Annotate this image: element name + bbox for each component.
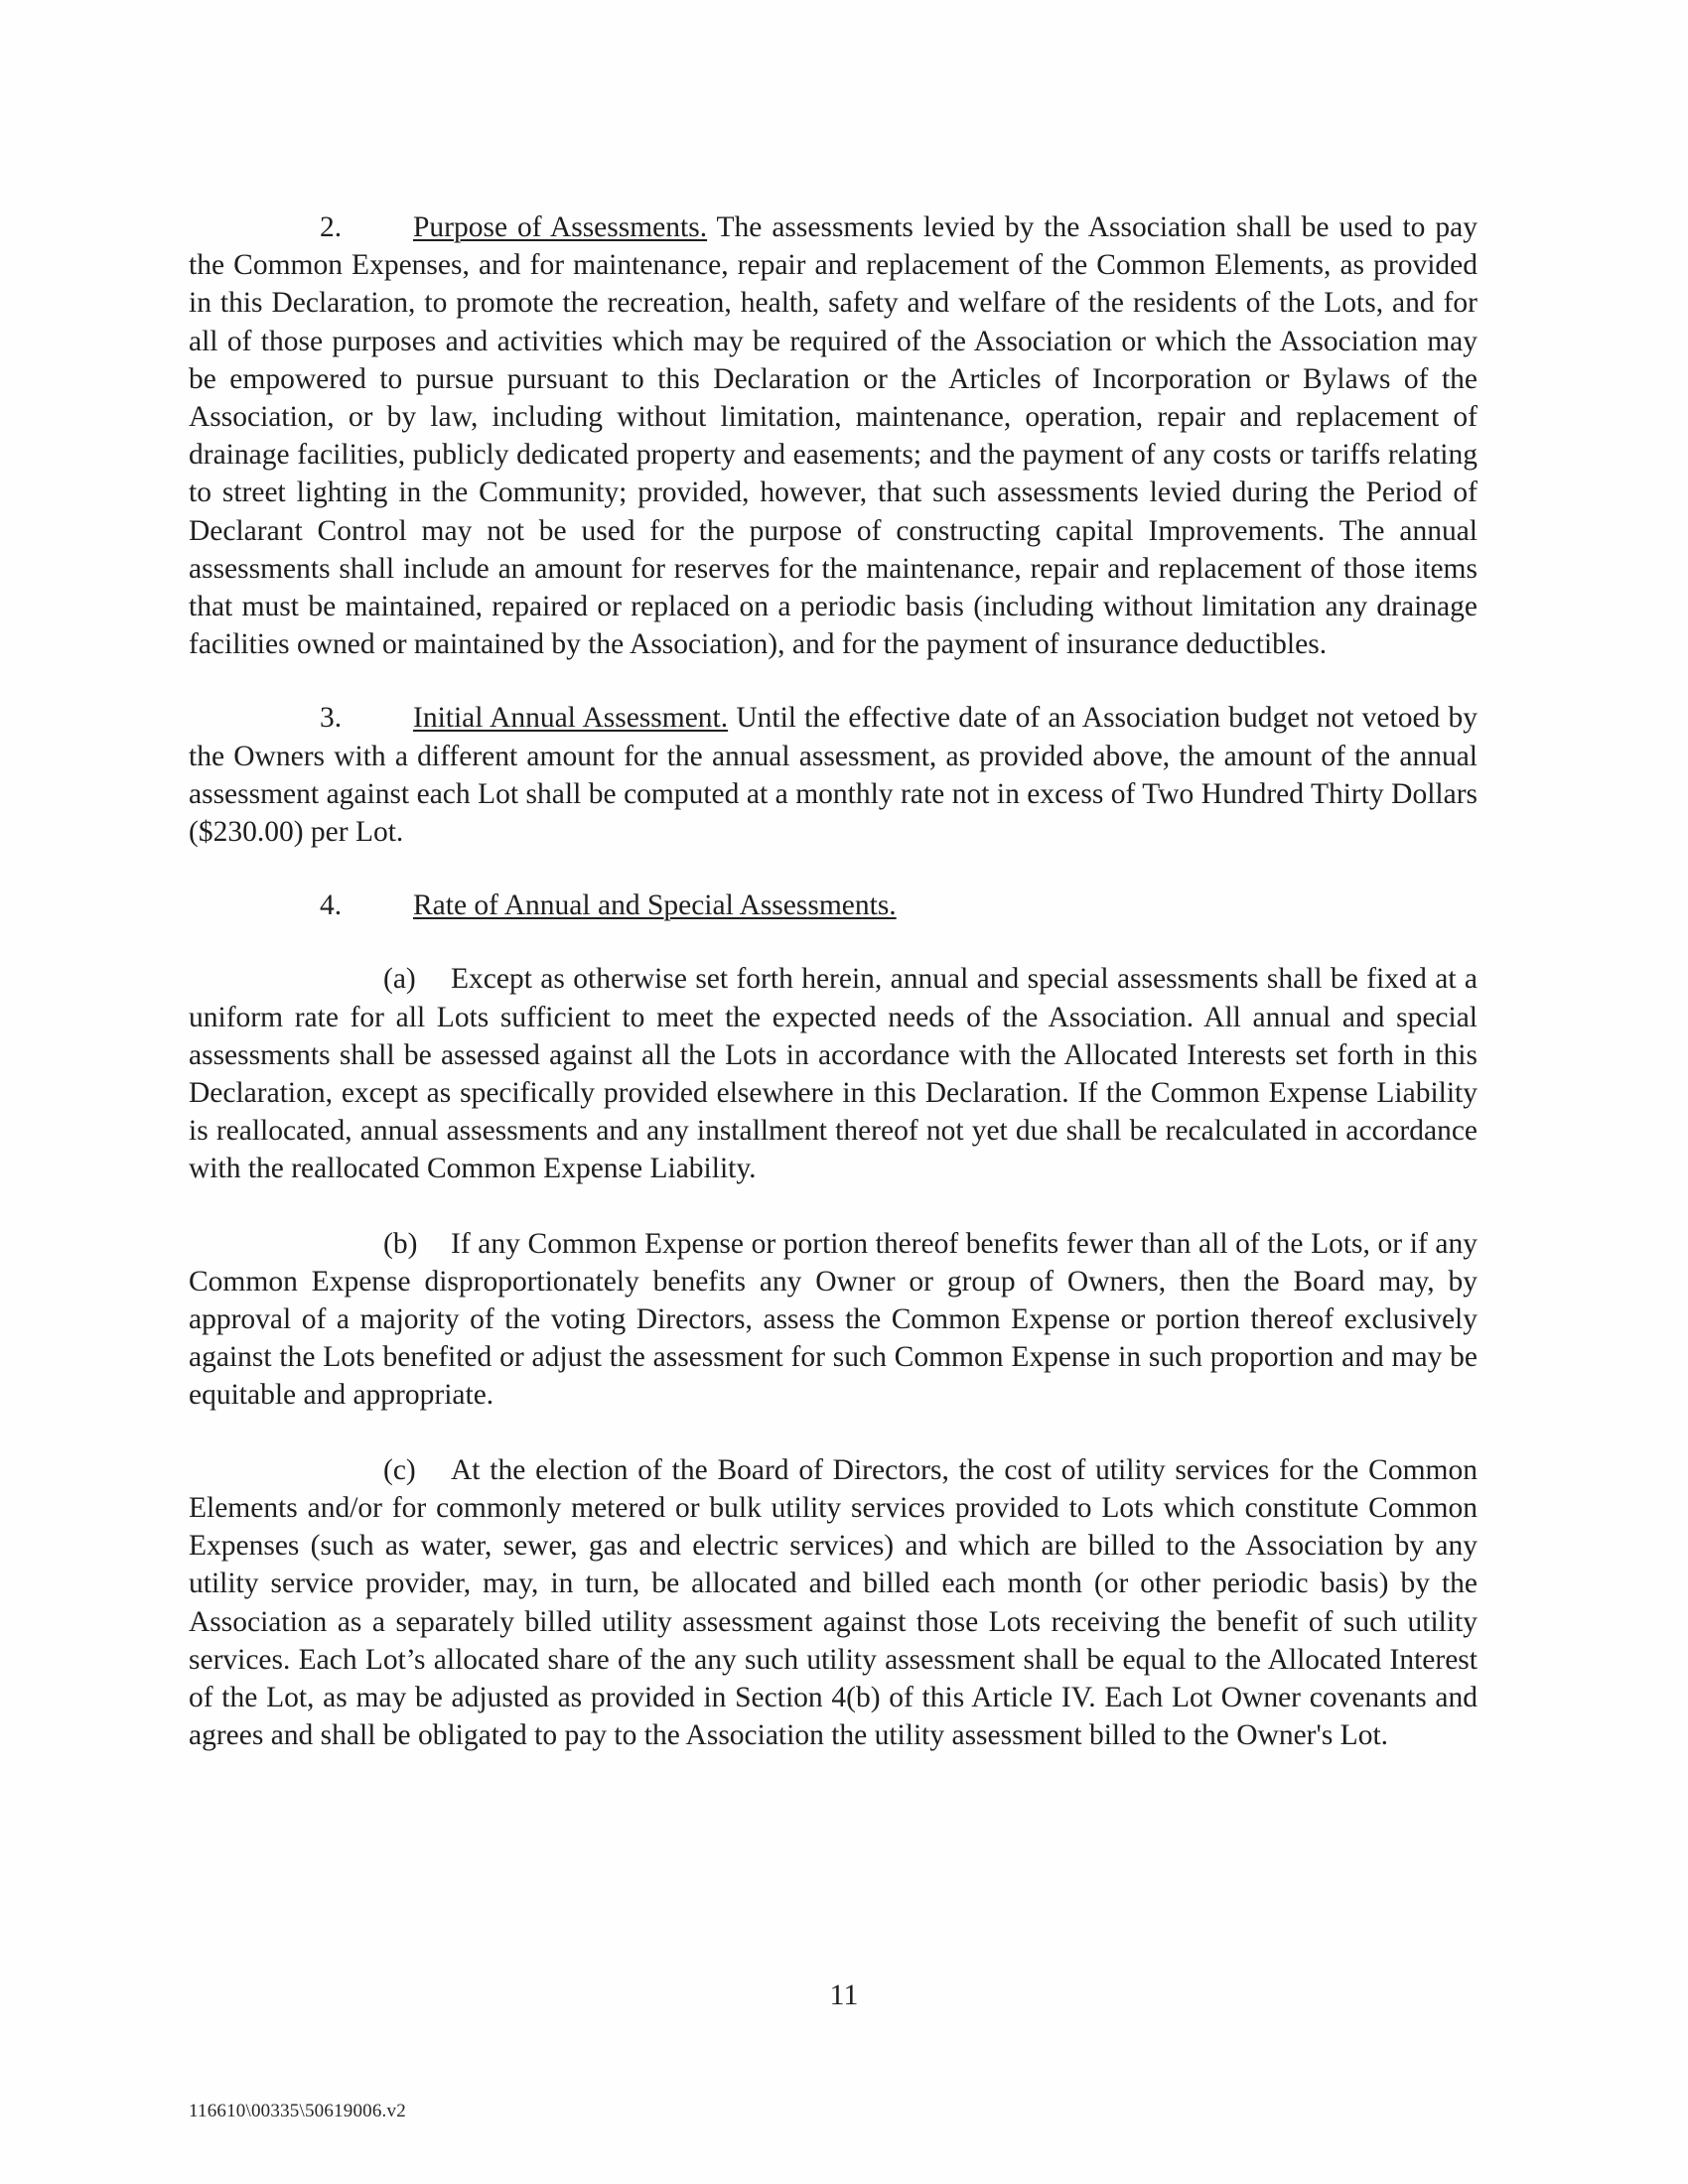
- subsection-a: [189, 960, 1477, 1187]
- subsection-label: (a): [383, 963, 416, 996]
- section-number: 4.: [320, 889, 343, 922]
- section-4-rate-heading: [189, 887, 1477, 924]
- subsection-c: [189, 1451, 1477, 1755]
- section-text: Until the effective date of an Association budget not vetoed by the Owners with a different amount for the annual assessment, as provided above, the amount of the annual assessment against each Lot shall be computed at a monthly rate not in excess of Two Hundred Thirty Dollars ($230.00) per Lot.: [189, 702, 1477, 849]
- section-text: The assessments levied by the Association shall be used to pay the Common Expenses, and for maintenance, repair and replacement of the Common Elements, as provided in this Declaration, to promote the recreation, health, safety and welfare of the residents of the Lots, and for all of those purposes and activities which may be required of the Association or which the Association may be empowered to pursue pursuant to this Declaration or the Articles of Incorporation or Bylaws of the Association, or by law, including without limitation, maintenance, operation, repair and replacement of drainage facilities, publicly dedicated property and easements; and the payment of any costs or tariffs relating to street lighting in the Community; provided, however, that such assessments levied during the Period of Declarant Control may not be used for the purpose of constructing capital Improvements. The annual assessments shall include an amount for reserves for the maintenance, repair and replacement of those items that must be maintained, repaired or replaced on a periodic basis (including without limitation any drainage facilities owned or maintained by the Association), and for the payment of insurance deductibles.: [189, 211, 1477, 661]
- section-heading: Rate of Annual and Special Assessments.: [413, 889, 897, 922]
- subsection-text: At the election of the Board of Directors, the cost of utility services for the Common Elements and/or for commonly metered or bulk utility services provided to Lots which constitute Common Expenses (such as water, sewer, gas and electric services) and which are billed to the Association by any utility service provider, may, in turn, be allocated and billed each month (or other periodic basis) by the Association as a separately billed utility assessment against those Lots receiving the benefit of such utility services. Each Lot’s allocated share of the any such utility assessment shall be equal to the Allocated Interest of the Lot, as may be adjusted as provided in Section 4(b) of this Article IV. Each Lot Owner covenants and agrees and shall be obligated to pay to the Association the utility assessment billed to the Owner's Lot.: [189, 1453, 1477, 1752]
- page-number: 11: [829, 1979, 859, 2011]
- section-2-purpose: [189, 208, 1477, 663]
- page-body: [189, 208, 1477, 1754]
- subsection-text: If any Common Expense or portion thereof benefits fewer than all of the Lots, or if any Common Expense disproportionately benefits any Owner or group of Owners, then the Board may, by approval of a majority of the voting Directors, assess the Common Expense or portion thereof exclusively against the Lots benefited or adjust the assessment for such Common Expense in such proportion and may be equitable and appropriate.: [189, 1227, 1477, 1412]
- subsection-label: (b): [383, 1227, 418, 1260]
- section-heading: Initial Annual Assessment.: [413, 702, 729, 735]
- section-3-initial-assessment: [189, 699, 1477, 851]
- document-id: 116610\00335\50619006.v2: [189, 2101, 406, 2121]
- section-number: 2.: [320, 211, 343, 243]
- section-heading: Purpose of Assessments.: [413, 211, 708, 243]
- subsection-label: (c): [383, 1453, 416, 1486]
- subsection-text: Except as otherwise set forth herein, annual and special assessments shall be fixed at a uniform rate for all Lots sufficient to meet the expected needs of the Association. All annual and special assessments shall be assessed against all the Lots in accordance with the Allocated Interests set forth in this Declaration, except as specifically provided elsewhere in this Declaration. If the Common Expense Liability is reallocated, annual assessments and any installment thereof not yet due shall be recalculated in accordance with the reallocated Common Expense Liability.: [189, 963, 1477, 1185]
- subsection-b: [189, 1225, 1477, 1415]
- section-number: 3.: [320, 702, 343, 735]
